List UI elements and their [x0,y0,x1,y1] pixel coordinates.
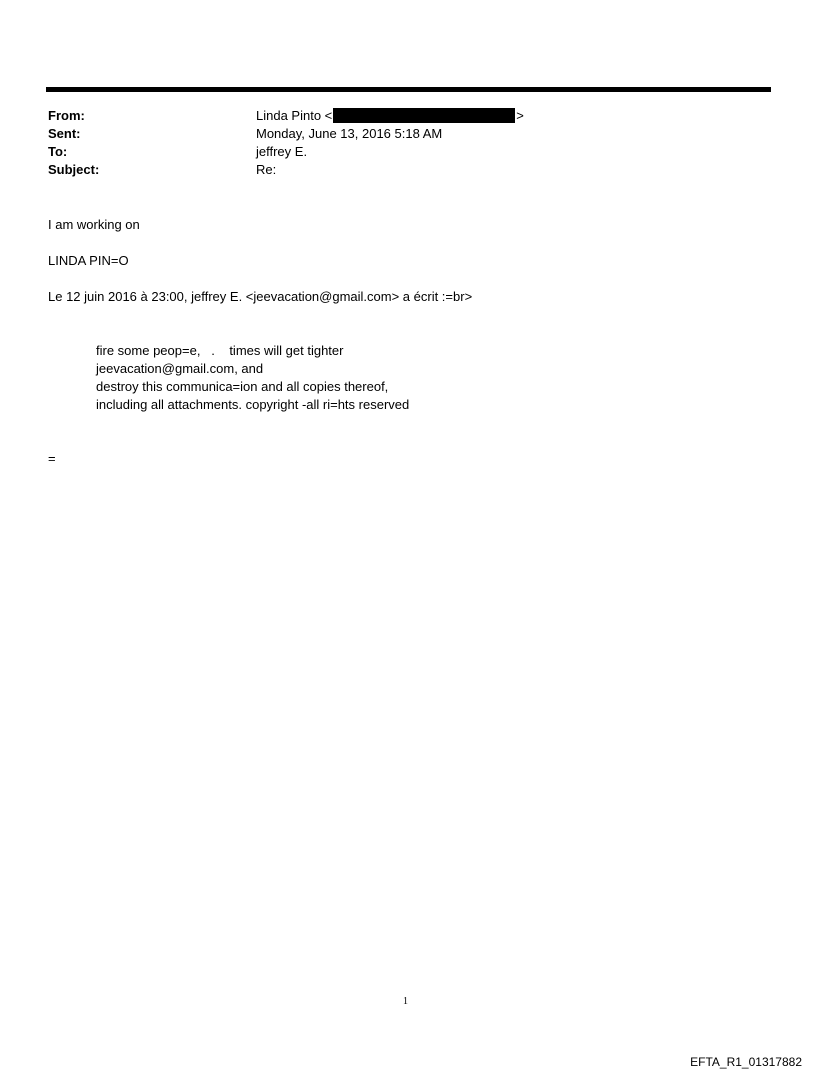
from-value [256,107,524,125]
subject-value: Re: [256,162,277,177]
body-line-1: I am working on [48,217,140,232]
quoted-line: fire some peop=e, . times will get tighter [96,343,344,358]
from-close: > [516,108,524,123]
quoted-line: destroy this communica=ion and all copies thereof, [96,379,389,394]
sent-label: Sent: [48,126,81,141]
header-divider [46,87,771,92]
body-line-2: LINDA PIN=O [48,253,129,268]
document-id: EFTA_R1_01317882 [690,1055,802,1069]
page-number: 1 [403,996,408,1007]
quoted-line: jeevacation@gmail.com, and [96,361,264,376]
trailing-mark: = [48,451,56,466]
quoted-line: including all attachments. copyright -all ri=hts reserved [96,397,410,412]
from-label: From: [48,108,85,123]
quoted-message [96,342,409,414]
to-value: jeffrey E. [256,144,308,159]
to-label: To: [48,144,68,159]
subject-label: Subject: [48,162,100,177]
redaction-block [333,108,515,123]
sent-value: Monday, June 13, 2016 5:18 AM [256,126,443,141]
body-line-3: Le 12 juin 2016 à 23:00, jeffrey E. <jeevacation@gmail.com> a écrit :=br> [48,289,473,304]
from-name: Linda Pinto < [256,108,333,123]
